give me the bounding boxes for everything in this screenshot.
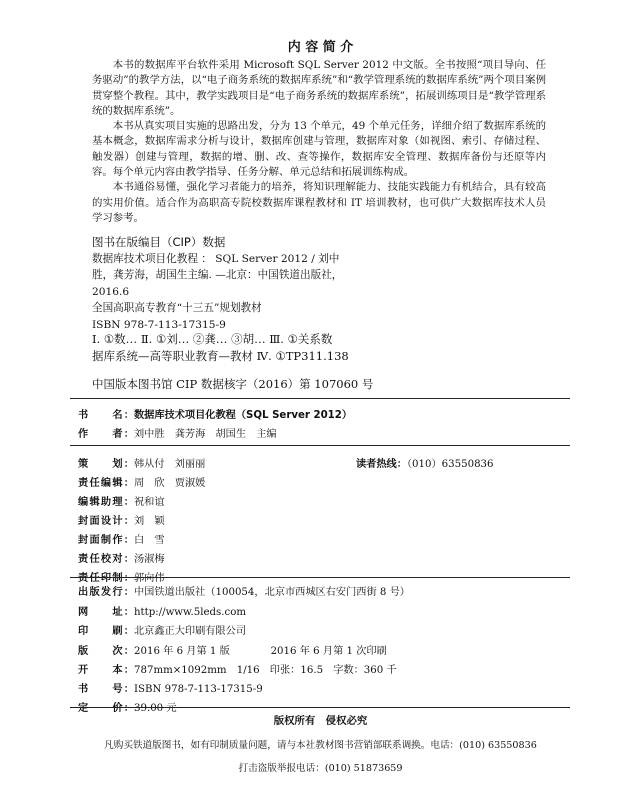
publish-label: 书 号： [78, 684, 134, 695]
publish-value: 中国铁道出版社（100054，北京市西城区右安门西街 8 号） [134, 587, 410, 598]
cip-record [92, 251, 392, 333]
summary-paragraph: 本书通俗易懂，强化学习者能力的培养，将知识理解能力、技能实践能力有机结合，具有较高的实用价值。适合作为高职高专院校数据库课程教材和 IT 培训教材，也可供广大数据库技术人员学习参考。 [92, 181, 546, 224]
summary-paragraph: 本书的数据库平台软件采用 Microsoft SQL Server 2012 中文版。全书按照“项目导向、任务驱动”的教学方法，以“电子商务系统的数据库系统”和“教学管理系统的数据库系统”两个项目案例贯穿整个教程。其中，教学实践项目是“电子商务系统的数据库系统”，拓展训练项目是“教学管理系统的数据库系统”。 [92, 59, 546, 117]
editor-label: 责任校对： [78, 554, 134, 565]
editor-row [78, 493, 165, 508]
editor-value: 韩从付 刘丽丽 [134, 459, 206, 470]
author-label: 作 者： [78, 429, 134, 440]
page-title: 内 容 简 介 [287, 40, 354, 55]
editor-value: 郭向伟 [134, 573, 165, 584]
divider [70, 445, 570, 446]
cip-line: 胜，龚芳海，胡国生主编. —北京：中国铁道出版社， [92, 269, 343, 282]
editor-label: 封面设计： [78, 516, 134, 527]
website-link[interactable]: http://www.5leds.com [134, 607, 247, 618]
publish-value: 39.00 元 [134, 703, 177, 714]
publish-label: 版 次： [78, 646, 134, 657]
website-row [78, 603, 246, 618]
editor-value: 周 欣 贾淑媛 [134, 478, 206, 489]
book-name-row [78, 406, 352, 421]
editor-label: 策 划： [78, 459, 134, 470]
editor-label: 编辑助理： [78, 497, 134, 508]
summary-paragraph: 本书从真实项目实施的思路出发，分为 13 个单元，49 个单元任务，详细介绍了数据库系统的基本概念，数据库需求分析与设计，数据库创建与管理，数据库对象（如视图、索引、存储过程、触发器）创建与管理，数据的增、删、改、查等操作，数据库安全管理、数据库备份与还原等内容。每个单元内容由教学指导、任务分解、单元总结和拓展训练构成。 [92, 120, 546, 179]
editor-label: 封面制作： [78, 535, 134, 546]
book-name-label: 书 名： [78, 410, 134, 421]
edition-row [78, 642, 387, 657]
divider [70, 398, 570, 399]
cip-line: 2016.6 [92, 285, 130, 298]
editor-row [78, 474, 205, 489]
editor-value: 刘 颖 [134, 516, 165, 527]
editor-row [78, 512, 165, 527]
editor-row [78, 531, 165, 546]
editor-value: 白 雪 [134, 535, 165, 546]
publish-value: ISBN 978-7-113-17315-9 [134, 684, 263, 695]
publish-label: 开 本： [78, 665, 134, 676]
cip-classification [92, 331, 392, 365]
classification-line: Ⅰ. ①数… Ⅱ. ①刘… ②龚… ③胡… Ⅲ. ①关系数 [92, 332, 333, 346]
summary-section [92, 58, 546, 226]
hotline-row [356, 455, 494, 470]
editor-value: 汤淑梅 [134, 554, 165, 565]
author-value: 刘中胜 龚芳海 胡国生 主编 [134, 429, 277, 440]
publish-value: 787mm×1092mm 1/16 印张：16.5 字数：360 千 [134, 665, 397, 676]
divider [70, 707, 570, 708]
cip-heading: 图书在版编目（CIP）数据 [92, 235, 226, 249]
editor-value: 祝和谊 [134, 497, 165, 508]
format-row [78, 661, 397, 676]
hotline-label: 读者热线： [356, 459, 407, 470]
publish-label: 出版发行： [78, 587, 134, 598]
rights-notice: 版权所有 侵权必究 [273, 715, 368, 727]
publish-label: 印 刷： [78, 626, 134, 637]
isbn-row [78, 680, 263, 695]
cip-line: 全国高职高专教育“十三五”规划教材 [92, 302, 262, 315]
publisher-row [78, 583, 410, 598]
hotline-value: （010）63550836 [406, 459, 494, 470]
publish-label: 网 址： [78, 607, 134, 618]
publish-value: 2016 年 6 月第 1 版 2016 年 6 月第 1 次印刷 [134, 646, 387, 657]
divider [70, 577, 570, 578]
publish-label: 定 价： [78, 703, 134, 714]
editor-row [78, 455, 205, 470]
printer-row [78, 622, 246, 637]
editor-label: 责任编辑： [78, 478, 134, 489]
anti-piracy-hotline: 打击盗版举报电话：(010) 51873659 [238, 763, 403, 774]
author-row [78, 425, 277, 440]
classification-line: 据库系统—高等职业教育—教材 Ⅳ. ①TP311.138 [92, 349, 349, 363]
book-name-value: 数据库技术项目化教程（SQL Server 2012） [134, 410, 353, 421]
cip-line: 数据库技术项目化教程 ： SQL Server 2012 / 刘中 [92, 253, 340, 265]
editor-label: 责任印制： [78, 573, 134, 584]
publish-value: 北京鑫正大印刷有限公司 [134, 626, 247, 637]
cip-check-number: 中国版本图书馆 CIP 数据核字（2016）第 107060 号 [92, 377, 374, 391]
quality-notice: 凡购买铁道版图书，如有印制质量问题，请与本社教材图书营销部联系调换。电话：(010) 63550836 [104, 740, 537, 751]
editor-row [78, 550, 165, 565]
cip-line: ISBN 978-7-113-17315-9 [92, 318, 226, 331]
